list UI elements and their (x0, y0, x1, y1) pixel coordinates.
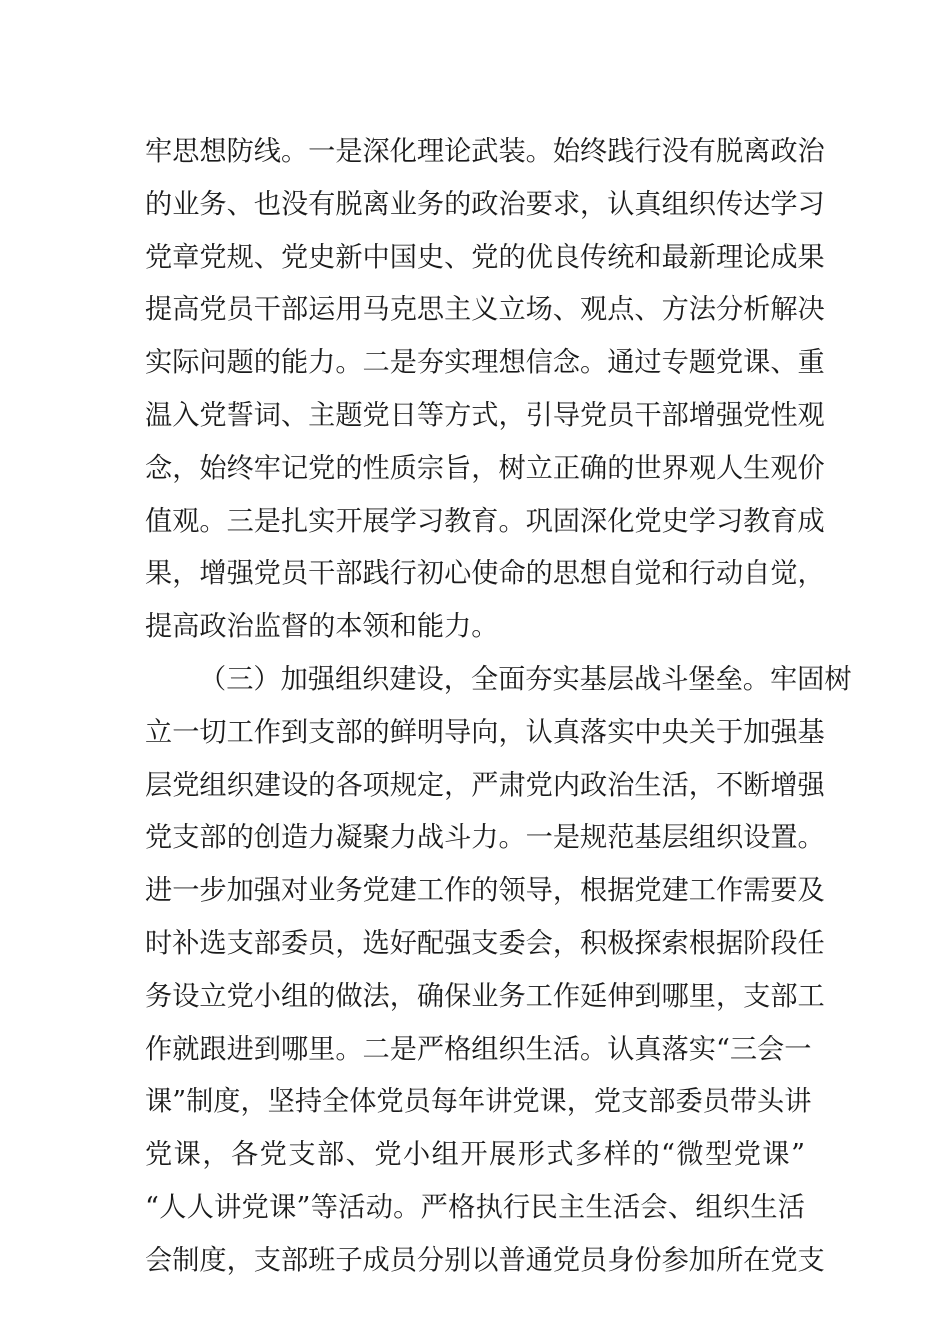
text-line: 牢思想防线。一是深化理论武装。始终践行没有脱离政治 (145, 136, 825, 167)
text-line: 课”制度，坚持全体党员每年讲党课，党支部委员带头讲 (145, 1086, 812, 1118)
text-line: 层党组织建设的各项规定，严肃党内政治生活，不断增强 (145, 769, 825, 801)
text-line: 立一切工作到支部的鲜明导向，认真落实中央关于加强基 (145, 716, 825, 748)
text-line: “人人讲党课”等活动。严格执行民主生活会、组织生活 (145, 1191, 805, 1223)
text-line: 时补选支部委员，选好配强支委会，积极探索根据阶段任 (145, 927, 825, 959)
text-line: 提高政治监督的本领和能力。 (145, 611, 499, 643)
text-line: 进一步加强对业务党建工作的领导，根据党建工作需要及 (145, 875, 825, 907)
text-line: 果，增强党员干部践行初心使命的思想自觉和行动自觉， (145, 558, 825, 590)
text-line: 值观。三是扎实开展学习教育。巩固深化党史学习教育成 (145, 505, 825, 537)
section-heading-line: （三）加强组织建设，全面夯实基层战斗堡垒。牢固树 (199, 663, 852, 695)
text-line: 实际问题的能力。二是夯实理想信念。通过专题党课、重 (145, 347, 825, 379)
text-line: 的业务、也没有脱离业务的政治要求，认真组织传达学习 (145, 188, 825, 220)
text-line: 温入党誓词、主题党日等方式，引导党员干部增强党性观 (145, 399, 825, 431)
text-line: 党课，各党支部、党小组开展形式多样的“微型党课” (145, 1139, 805, 1171)
text-line: 会制度，支部班子成员分别以普通党员身份参加所在党支 (145, 1244, 825, 1276)
text-line: 党章党规、党史新中国史、党的优良传统和最新理论成果 (145, 241, 825, 273)
text-line: 念，始终牢记党的性质宗旨，树立正确的世界观人生观价 (145, 452, 825, 484)
text-line: 作就跟进到哪里。二是严格组织生活。认真落实“三会一 (145, 1033, 812, 1065)
text-line: 务设立党小组的做法，确保业务工作延伸到哪里，支部工 (145, 980, 825, 1012)
text-line: 党支部的创造力凝聚力战斗力。一是规范基层组织设置。 (145, 822, 825, 854)
body-text (145, 126, 852, 1288)
text-line: 提高党员干部运用马克思主义立场、观点、方法分析解决 (145, 294, 825, 326)
